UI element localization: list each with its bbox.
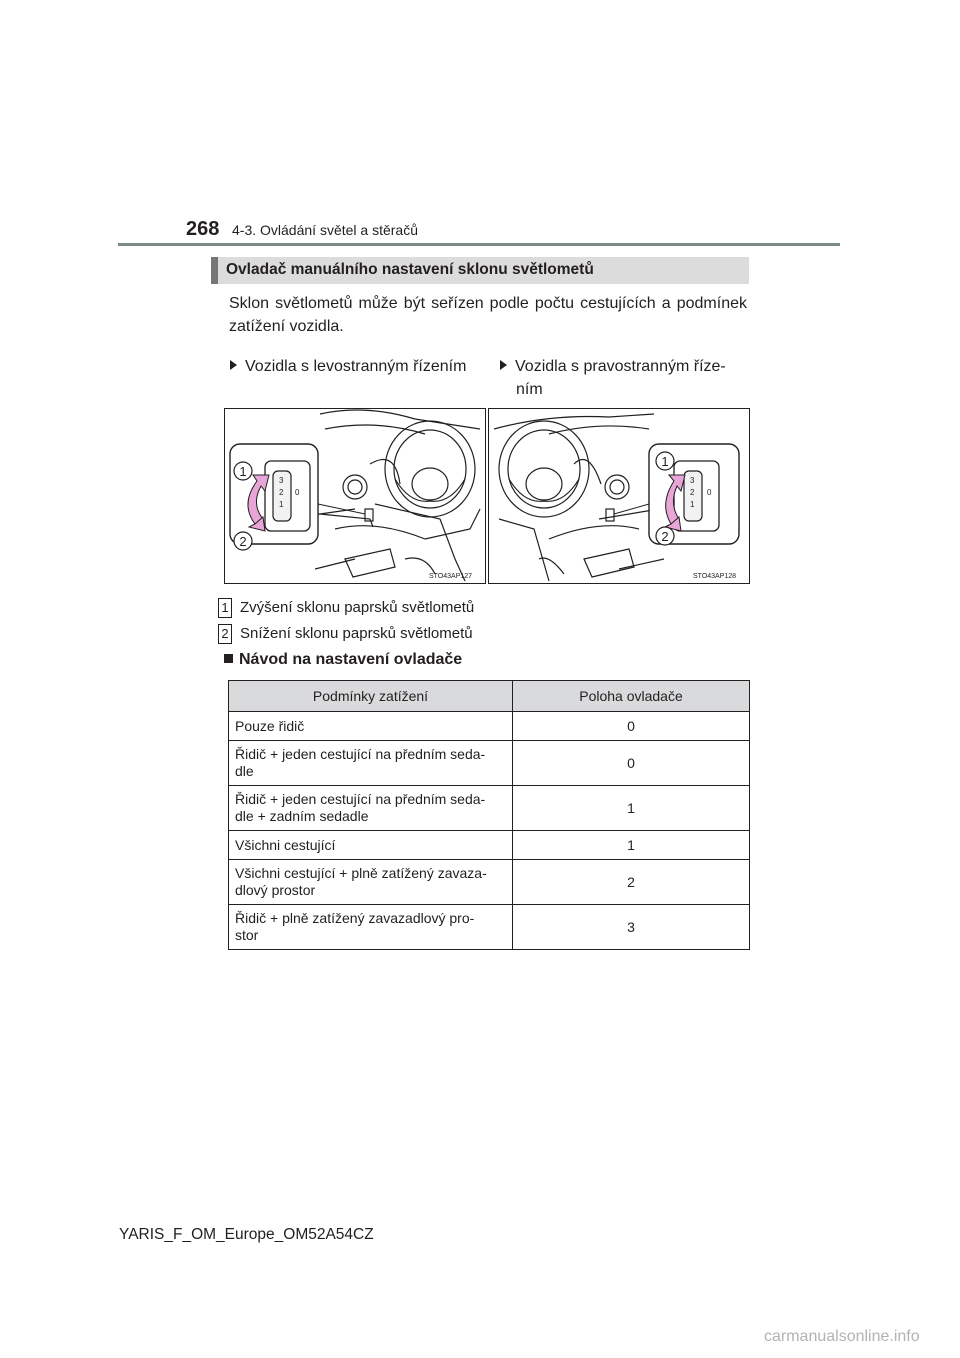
- section-accent: [211, 257, 218, 284]
- cell-condition: [229, 905, 513, 950]
- figure-right-hand-drive: [488, 408, 750, 584]
- table-row: [229, 786, 750, 831]
- legend-number-2: 2: [218, 624, 232, 644]
- cell-position: 3: [513, 905, 750, 950]
- dial-mark-2: 2: [279, 488, 284, 497]
- dial-mark-0: 0: [295, 488, 300, 497]
- triangle-bullet-icon: [500, 360, 507, 370]
- cell-position: 0: [513, 712, 750, 741]
- cell-condition-line1: Řidič + plně zatížený zavazadlový pro-: [235, 910, 475, 926]
- watermark[interactable]: carmanualsonline.info: [764, 1328, 920, 1345]
- table-row: [229, 741, 750, 786]
- cell-condition: [229, 786, 513, 831]
- dashboard-illustration-left: [225, 409, 485, 583]
- footer-doc-code: YARIS_F_OM_Europe_OM52A54CZ: [119, 1226, 374, 1243]
- intro-paragraph: Sklon světlometů může být seřízen podle počtu cestujících a podmínek zatížení vozidla.: [229, 295, 747, 335]
- dial-mark-3: 3: [690, 476, 695, 485]
- subhead-right-text-2: ním: [516, 381, 543, 398]
- figure-left-hand-drive: [224, 408, 486, 584]
- figure-code: STO43AP128: [693, 573, 737, 580]
- subhead-right-hand-drive: [500, 355, 750, 401]
- howto-heading-text: Návod na nastavení ovladače: [239, 651, 463, 668]
- table-header-row: [229, 681, 750, 712]
- chapter-title: 4-3. Ovládání světel a stěračů: [232, 222, 418, 238]
- cell-condition: [229, 860, 513, 905]
- cell-condition-line1: Řidič + jeden cestující na předním seda-: [235, 746, 486, 762]
- cell-condition-line2: stor: [235, 927, 259, 943]
- cell-condition-line1: Řidič + jeden cestující na předním seda-: [235, 791, 486, 807]
- section-title: Ovladač manuálního nastavení sklonu světlometů: [226, 261, 594, 278]
- dial-mark-2: 2: [690, 488, 695, 497]
- cell-condition-line1: Všichni cestující + plně zatížený zavaza-: [235, 865, 487, 881]
- cell-position: 1: [513, 831, 750, 860]
- howto-heading: [224, 651, 462, 669]
- legend-item-1: [218, 598, 474, 618]
- callout-1: 1: [239, 464, 247, 479]
- page-number: 268: [186, 218, 220, 240]
- cell-condition-line2: dle + zadním sedadle: [235, 808, 369, 824]
- legend-text-2: Snížení sklonu paprsků světlometů: [240, 625, 473, 642]
- cell-condition-line2: dle: [235, 763, 254, 779]
- cell-position: 0: [513, 741, 750, 786]
- header-position: Poloha ovladače: [513, 681, 750, 712]
- triangle-bullet-icon: [230, 360, 237, 370]
- table-row: [229, 860, 750, 905]
- header-conditions: Podmínky zatížení: [229, 681, 513, 712]
- subhead-right-text-1: Vozidla s pravostranným říze-: [515, 358, 726, 375]
- subhead-left-text: Vozidla s levostranným řízením: [245, 358, 467, 375]
- cell-condition-line2: dlový prostor: [235, 882, 316, 898]
- square-bullet-icon: [224, 654, 233, 663]
- header-rule: [118, 243, 840, 246]
- cell-condition: Všichni cestující: [229, 831, 513, 860]
- settings-table: [228, 680, 750, 950]
- subhead-left-hand-drive: [230, 355, 466, 378]
- dial-mark-3: 3: [279, 476, 284, 485]
- table-row: [229, 905, 750, 950]
- table-row: [229, 712, 750, 741]
- dial-mark-0: 0: [707, 488, 712, 497]
- figure-code: STO43AP127: [429, 573, 473, 580]
- cell-position: 1: [513, 786, 750, 831]
- section-heading-bar: [211, 257, 749, 284]
- callout-2: 2: [239, 534, 247, 549]
- callout-2: 2: [661, 529, 669, 544]
- legend-item-2: [218, 624, 473, 644]
- cell-position: 2: [513, 860, 750, 905]
- dial-mark-1: 1: [279, 500, 284, 509]
- dashboard-illustration-right: [489, 409, 749, 583]
- cell-condition: [229, 741, 513, 786]
- dial-mark-1: 1: [690, 500, 695, 509]
- callout-1: 1: [661, 454, 669, 469]
- cell-condition: Pouze řidič: [229, 712, 513, 741]
- legend-number-1: 1: [218, 598, 232, 618]
- table-row: [229, 831, 750, 860]
- legend-text-1: Zvýšení sklonu paprsků světlometů: [240, 599, 475, 616]
